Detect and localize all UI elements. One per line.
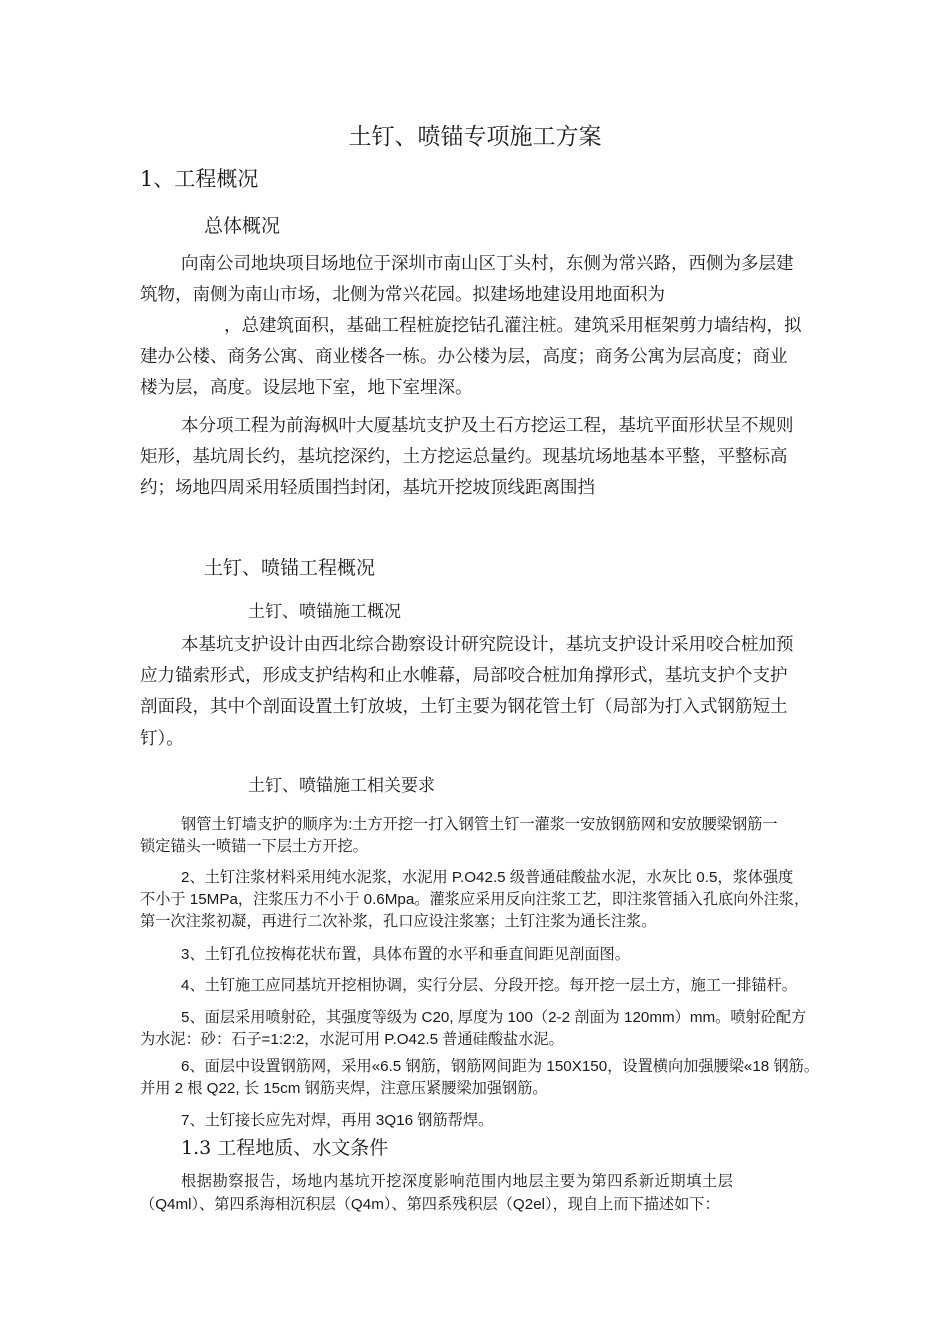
requirement-line: 5、面层采用喷射砼，其强度等级为 C20, 厚度为 100（2-2 剖面为 120mm）mm。喷射砼配方 [181, 1009, 807, 1026]
paragraph-line: 本分项工程为前海枫叶大厦基坑支护及土石方挖运工程，基坑平面形状呈不规则 [181, 416, 794, 436]
requirement-line: 第一次注浆初凝，再进行二次补浆，孔口应设注浆塞；土钉注浆为通长注浆。 [140, 913, 657, 930]
requirement-line: 并用 2 根 Q22, 长 15cm 钢筋夹焊，注意压紧腰梁加强钢筋。 [140, 1080, 548, 1097]
section-heading-1-3: 1.3 工程地质、水文条件 [181, 1137, 389, 1159]
subheading-requirements: 土钉、喷锚施工相关要求 [248, 776, 435, 796]
requirement-line: 钢管土钉墙支护的顺序为:土方开挖一打入钢管土钉一灌浆一安放钢筋网和安放腰梁钢筋一 [181, 816, 778, 833]
paragraph-line: 剖面段，其中个剖面设置土钉放坡，土钉主要为钢花管土钉（局部为打入式钢筋短土 [140, 697, 788, 717]
paragraph-line: （Q4ml）、第四系海相沉积层（Q4m）、第四系残积层（Q2el），现自上而下描述如下： [140, 1196, 720, 1213]
paragraph-line: ，总建筑面积，基础工程桩旋挖钻孔灌注桩。建筑采用框架剪力墙结构，拟 [224, 316, 802, 336]
paragraph-line: 应力锚索形式，形成支护结构和止水帷幕，局部咬合桩加角撑形式，基坑支护个支护 [140, 666, 788, 686]
paragraph-line: 楼为层，高度。设层地下室，地下室埋深。 [140, 378, 473, 398]
requirement-line: 7、土钉接长应先对焊，再用 3Q16 钢筋帮焊。 [181, 1112, 494, 1129]
document-title: 土钉、喷锚专项施工方案 [348, 124, 602, 150]
requirement-line: 不小于 15MPa，注浆压力不小于 0.6Mpa。灌浆应采用反向注浆工艺，即注浆管插入孔底向外注浆， [140, 891, 810, 908]
requirement-line: 3、土钉孔位按梅花状布置，具体布置的水平和垂直间距见剖面图。 [181, 946, 630, 963]
section-heading-1: 1、工程概况 [140, 167, 259, 191]
requirement-line: 4、土钉施工应同基坑开挖相协调，实行分层、分段开挖。每开挖一层土方，施工一排锚杆。 [181, 977, 797, 994]
paragraph-line: 筑物，南侧为南山市场，北侧为常兴花园。拟建场地建设用地面积为 [140, 285, 665, 305]
paragraph-line: 约；场地四周采用轻质围挡封闭，基坑开挖坡顶线距离围挡 [140, 478, 595, 498]
paragraph-line: 建办公楼、商务公寓、商业楼各一栋。办公楼为层，高度；商务公寓为层高度；商业 [140, 347, 788, 367]
requirement-line: 6、面层中设置钢筋网，采用«6.5 钢筋，钢筋网间距为 150X150，设置横向加强腰梁«18 钢筋。 [181, 1058, 820, 1075]
requirement-line: 锁定锚头一喷锚一下层土方开挖。 [140, 838, 368, 855]
subheading-overview: 总体概况 [204, 215, 281, 237]
paragraph-line: 矩形，基坑周长约，基坑挖深约，土方挖运总量约。现基坑场地基本平整，平整标高 [140, 447, 788, 467]
paragraph-line: 向南公司地块项目场地位于深圳市南山区丁头村，东侧为常兴路，西侧为多层建 [181, 254, 794, 274]
paragraph-line: 钉）。 [140, 729, 184, 749]
subheading-soil-nail: 土钉、喷锚工程概况 [204, 557, 376, 579]
subheading-soil-nail-overview: 土钉、喷锚施工概况 [248, 602, 401, 622]
paragraph-line: 根据勘察报告，场地内基坑开挖深度影响范围内地层主要为第四系新近期填土层 [181, 1173, 734, 1190]
requirement-line: 为水泥：砂：石子=1:2:2，水泥可用 P.O42.5 普通硅酸盐水泥。 [140, 1031, 564, 1048]
paragraph-line: 本基坑支护设计由西北综合勘察设计研究院设计，基坑支护设计采用咬合桩加预 [181, 635, 794, 655]
requirement-line: 2、土钉注浆材料采用纯水泥浆，水泥用 P.O42.5 级普通硅酸盐水泥，水灰比 0.5，浆体强度 [181, 869, 794, 886]
